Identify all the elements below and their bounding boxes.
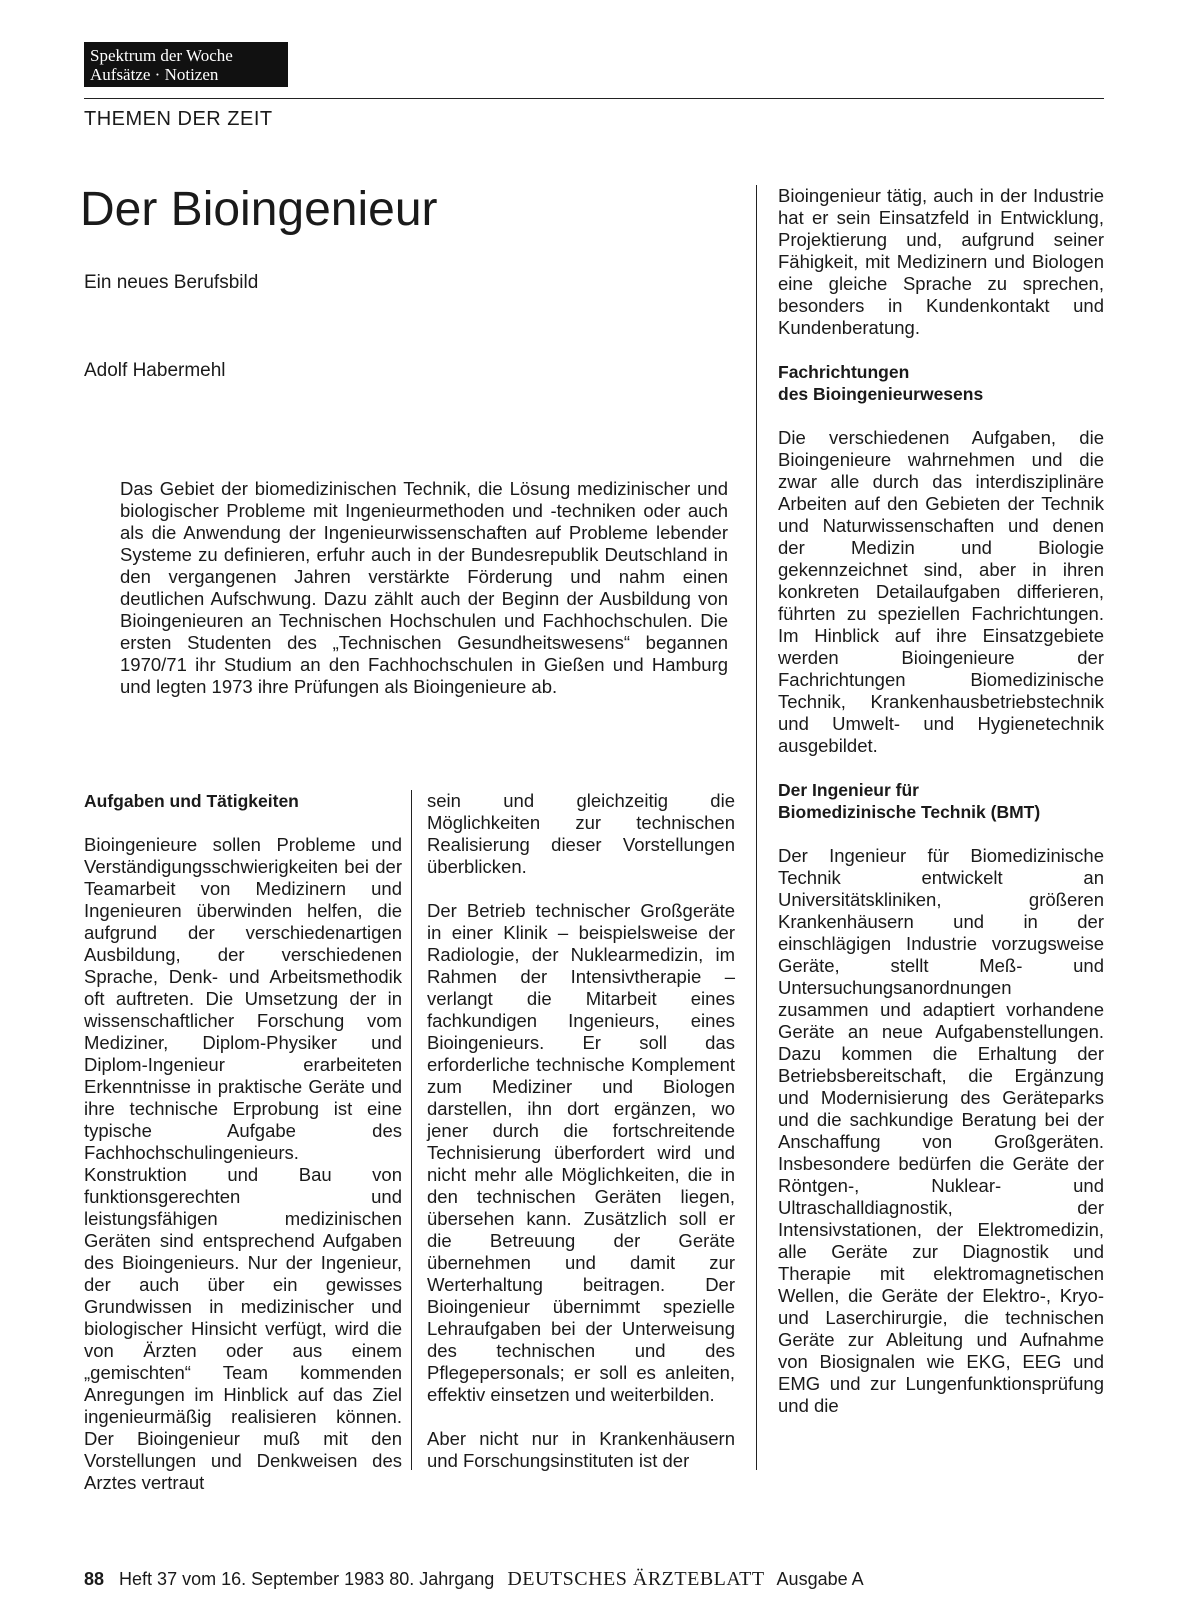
article-subtitle: Ein neues Berufsbild (84, 272, 259, 293)
heading-line: Biomedizinische Technik (BMT) (778, 802, 1041, 822)
section-badge (84, 42, 288, 87)
paragraph: Bioingenieure sollen Probleme und Verständigungsschwierigkeiten bei der Teamarbeit von Medizinern und Ingenieuren überwinden helfen, die aufgrund der verschiedenartigen Ausbildung, der verschiedenen Sprache, Denk- und Arbeitsmethodik oft auftreten. Die Umsetzung der in wissenschaftlicher Forschung vom Mediziner, Diplom-Physiker und Diplom-Ingenieur erarbeiteten Erkenntnisse in praktische Geräte und ihre technische Erprobung ist eine typische Aufgabe des Fachhochschulingenieurs. Konstruktion und Bau von funktionsgerechten und leistungsfähigen medizinischen Geräten sind entsprechend Aufgaben des Bioingenieurs. Nur der Ingenieur, der auch über ein gewisses Grundwissen in medizinischer und biologischer Hinsicht verfügt, wird die von Ärzten oder aus einem „gemischten“ Team kommenden Anregungen im Hinblick auf das Ziel ingenieurmäßig realisieren können. Der Bioingenieur muß mit den Vorstellungen und Denkweisen des Arztes vertraut (84, 834, 402, 1493)
edition: Ausgabe A (776, 1569, 864, 1589)
paragraph: Bioingenieur tätig, auch in der Industrie hat er sein Einsatzfeld in Entwicklung, Projektierung und, aufgrund seiner Fähigkeit, mit Medizinern und Biologen eine gleiche Sprache zu sprechen, besonders in Kundenkontakt und Kundenberatung. (778, 185, 1104, 338)
page-footer (84, 1568, 864, 1591)
paragraph: Der Ingenieur für Biomedizinische Technik entwickelt an Universitätskliniken, größeren Krankenhäusern und in der einschlägigen Industrie vorzugsweise Geräte, stellt Meß- und Untersuchungsanordnungen zusammen und adaptiert vorhandene Geräte an neue Aufgabenstellungen. Dazu kommen die Erhaltung der Betriebsbereitschaft, die Ergänzung und Modernisierung des Geräteparks und die sachkundige Beratung bei der Anschaffung von Großgeräten. Insbesondere bedürfen die Geräte der Röntgen-, Nuklear- und Ultraschalldiagnostik, der Intensivstationen, der Elektromedizin, alle Geräte zur Diagnostik und Therapie mit elektromagnetischen Wellen, die Geräte der Elektro-, Kryo- und Laserchirurgie, die technischen Geräte zur Ableitung und Aufnahme von Biosignalen wie EKG, EEG und EMG und zur Lungenfunktionsprüfung und die (778, 845, 1104, 1416)
article-author: Adolf Habermehl (84, 360, 226, 381)
column-divider-1 (411, 790, 412, 1470)
page-number: 88 (84, 1569, 105, 1589)
heading-bmt (778, 779, 1104, 823)
issue-info: Heft 37 vom 16. September 1983 80. Jahrgang (119, 1569, 495, 1589)
badge-line-2: Aufsätze · Notizen (90, 65, 219, 84)
heading-line: Fachrichtungen (778, 362, 910, 382)
paragraph: Der Betrieb technischer Großgeräte in einer Klinik – beispielsweise der Radiologie, der Nuklearmedizin, im Rahmen der Intensivtherapie – verlangt die Mitarbeit eines fachkundigen Ingenieurs, eines Bioingenieurs. Er soll das erforderliche technische Komplement zum Mediziner und Biologen darstellen, ihn dort ergänzen, wo jener durch die fortschreitende Technisierung überfordert wird und nicht mehr alle Möglichkeiten, die in den technischen Geräten liegen, übersehen kann. Zusätzlich soll er die Betreuung der Geräte übernehmen und damit zur Werterhaltung beitragen. Der Bioingenieur übernimmt spezielle Lehraufgaben bei der Unterweisung des technischen und des Pflegepersonals; er soll es anleiten, effektiv einsetzen und weiterbilden. (427, 900, 735, 1405)
heading-fachrichtungen (778, 361, 1104, 405)
column-2 (427, 790, 735, 1494)
column-3 (778, 185, 1104, 1439)
article-title: Der Bioingenieur (80, 183, 438, 236)
header-rule (84, 98, 1104, 99)
heading-aufgaben: Aufgaben und Tätigkeiten (84, 791, 299, 811)
column-divider-2 (756, 185, 757, 1470)
paragraph: Aber nicht nur in Krankenhäusern und Forschungsinstituten ist der (427, 1428, 735, 1471)
abstract-text: Das Gebiet der biomedizinischen Technik, die Lösung medizinischer und biologischer Probleme mit Ingenieurmethoden und -techniken oder auch als die Anwendung der Ingenieurwissenschaften auf Probleme lebender Systeme zu definieren, erfuhr auch in der Bundesrepublik Deutschland in den vergangenen Jahren verstärkte Förderung und nahm einen deutlichen Aufschwung. Dazu zählt auch der Beginn der Ausbildung von Bioingenieuren an Technischen Hochschulen und Fachhochschulen. Die ersten Studenten des „Technischen Gesundheitswesens“ begannen 1970/71 ihr Studium an den Fachhochschulen in Gießen und Hamburg und legten 1973 ihre Prüfungen als Bioingenieure ab. (120, 478, 728, 697)
heading-line: des Bioingenieurwesens (778, 384, 984, 404)
section-heading: THEMEN DER ZEIT (84, 108, 273, 130)
journal-name: DEUTSCHES ÄRZTEBLATT (507, 1568, 765, 1590)
heading-line: Der Ingenieur für (778, 780, 919, 800)
paragraph: sein und gleichzeitig die Möglichkeiten zur technischen Realisierung dieser Vorstellungen überblicken. (427, 790, 735, 877)
column-1 (84, 790, 402, 1516)
badge-line-1: Spektrum der Woche (90, 46, 233, 65)
paragraph: Die verschiedenen Aufgaben, die Bioingenieure wahrnehmen und die zwar alle durch das interdisziplinäre Arbeiten auf den Gebieten der Technik und Naturwissenschaften und denen der Medizin und Biologie gekennzeichnet sind, aber in ihren konkreten Detailaufgaben differieren, führten zu speziellen Fachrichtungen. Im Hinblick auf ihre Einsatzgebiete werden Bioingenieure der Fachrichtungen Biomedizinische Technik, Krankenhausbetriebstechnik und Umwelt- und Hygienetechnik ausgebildet. (778, 427, 1104, 756)
article-abstract (120, 478, 728, 698)
